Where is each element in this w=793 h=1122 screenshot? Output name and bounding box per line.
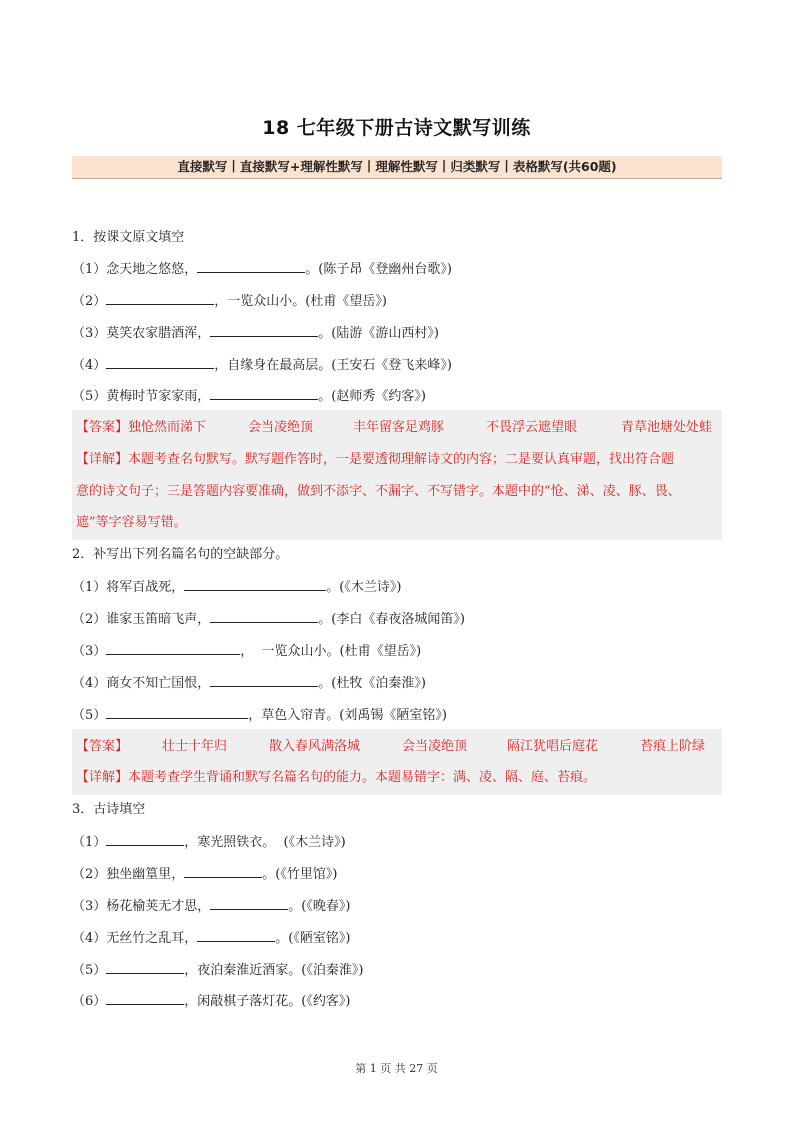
question-3-item-2: （2）独坐幽篁里， 。(《竹里馆》) <box>72 864 337 884</box>
answer-blank[interactable] <box>210 896 288 910</box>
answer-blank[interactable] <box>197 928 275 942</box>
answer-item: 壮士十年归 <box>162 739 228 754</box>
question-1-item-1: （1）念天地之悠悠， 。(陈子昂《登幽州台歌》) <box>72 259 452 279</box>
question-3-item-6: （6） ，闲敲棋子落灯花。(《约客》) <box>72 991 350 1011</box>
answer-blank[interactable] <box>106 832 184 846</box>
question-2-item-5: （5） ，草色入帘青。(刘禹锡《陋室铭》) <box>72 705 447 725</box>
answer-blank[interactable] <box>210 323 318 337</box>
detail-line: 遮”等字容易写错。 <box>76 515 187 530</box>
detail-line: 意的诗文句子；三是答题内容要准确，做到不添字、不漏字、不写错字。本题中的“怆、涕、凌、豚、畏、 <box>76 484 681 499</box>
detail-line: 【详解】本题考查学生背诵和默写名篇名句的能力。本题易错字：满、凌、隔、庭、苔痕。 <box>76 770 597 785</box>
question-2-item-1: （1）将军百战死， 。(《木兰诗》) <box>72 577 401 597</box>
answer-blank[interactable] <box>210 386 318 400</box>
question-2-heading: 2．补写出下列名篇名句的空缺部分。 <box>72 547 289 562</box>
answer-blank[interactable] <box>106 960 184 974</box>
question-3-heading: 3．古诗填空 <box>72 802 146 817</box>
answer-item: 隔江犹唱后庭花 <box>507 739 599 754</box>
question-2-item-3: （3） ， 一览众山小。(杜甫《望岳》) <box>72 641 421 661</box>
answer-blank[interactable] <box>197 259 305 273</box>
question-2-item-4: （4）商女不知亡国恨， 。(杜牧《泊秦淮》) <box>72 673 426 693</box>
answer-blank[interactable] <box>106 355 214 369</box>
question-1-heading: 1．按课文原文填空 <box>72 230 185 245</box>
answer-blank[interactable] <box>184 577 326 591</box>
answer-blank[interactable] <box>106 641 240 655</box>
question-3-item-5: （5） ，夜泊秦淮近酒家。(《泊秦淮》) <box>72 960 363 980</box>
answer-item: 丰年留客足鸡豚 <box>353 420 445 435</box>
answer-item: 青草池塘处处蛙 <box>621 420 713 435</box>
page-footer: 第 1 页 共 27 页 <box>355 1062 438 1075</box>
detail-line: 【详解】本题考查名句默写。默写题作答时，一是要透彻理解诗文的内容；二是要认真审题，找出符合题 <box>76 452 675 467</box>
answer-item: 苔痕上阶绿 <box>640 739 706 754</box>
answer-item: 会当凌绝顶 <box>402 739 468 754</box>
question-3-item-4: （4）无丝竹之乱耳， 。(《陋室铭》) <box>72 928 350 948</box>
question-2-item-2: （2）谁家玉笛暗飞声， 。(李白《春夜洛城闻笛》) <box>72 609 465 629</box>
answer-blank[interactable] <box>184 864 262 878</box>
answer-blank[interactable] <box>106 291 214 305</box>
answer-blank[interactable] <box>210 609 318 623</box>
section-banner: 直接默写丨直接默写+理解性默写丨理解性默写丨归类默写丨表格默写(共60题) <box>72 156 722 179</box>
answer-blank[interactable] <box>106 991 184 1005</box>
question-3-item-3: （3）杨花榆荚无才思， 。(《晚春》) <box>72 896 350 916</box>
answer-item: 散入春风满洛城 <box>269 739 361 754</box>
answer-row-2 <box>76 737 716 757</box>
page-title: 18 七年级下册古诗文默写训练 <box>262 117 531 139</box>
question-1-item-3: （3）莫笑农家腊酒浑， 。(陆游《游山西村》) <box>72 323 439 343</box>
answer-label: 【答案】 <box>76 739 129 754</box>
question-1-item-2: （2） ，一览众山小。(杜甫《望岳》) <box>72 291 387 311</box>
answer-item: 不畏浮云遮望眼 <box>486 420 578 435</box>
answer-row-1 <box>76 418 716 438</box>
answer-label: 【答案】独怆然而涕下 <box>76 420 207 435</box>
answer-blank[interactable] <box>106 705 248 719</box>
answer-item: 会当凌绝顶 <box>248 420 314 435</box>
answer-blank[interactable] <box>210 673 318 687</box>
question-1-item-5: （5）黄梅时节家家雨， 。(赵师秀《约客》) <box>72 386 426 406</box>
question-1-item-4: （4） ，自缘身在最高层。(王安石《登飞来峰》) <box>72 355 452 375</box>
question-3-item-1: （1） ，寒光照铁衣。 (《木兰诗》) <box>72 832 346 852</box>
